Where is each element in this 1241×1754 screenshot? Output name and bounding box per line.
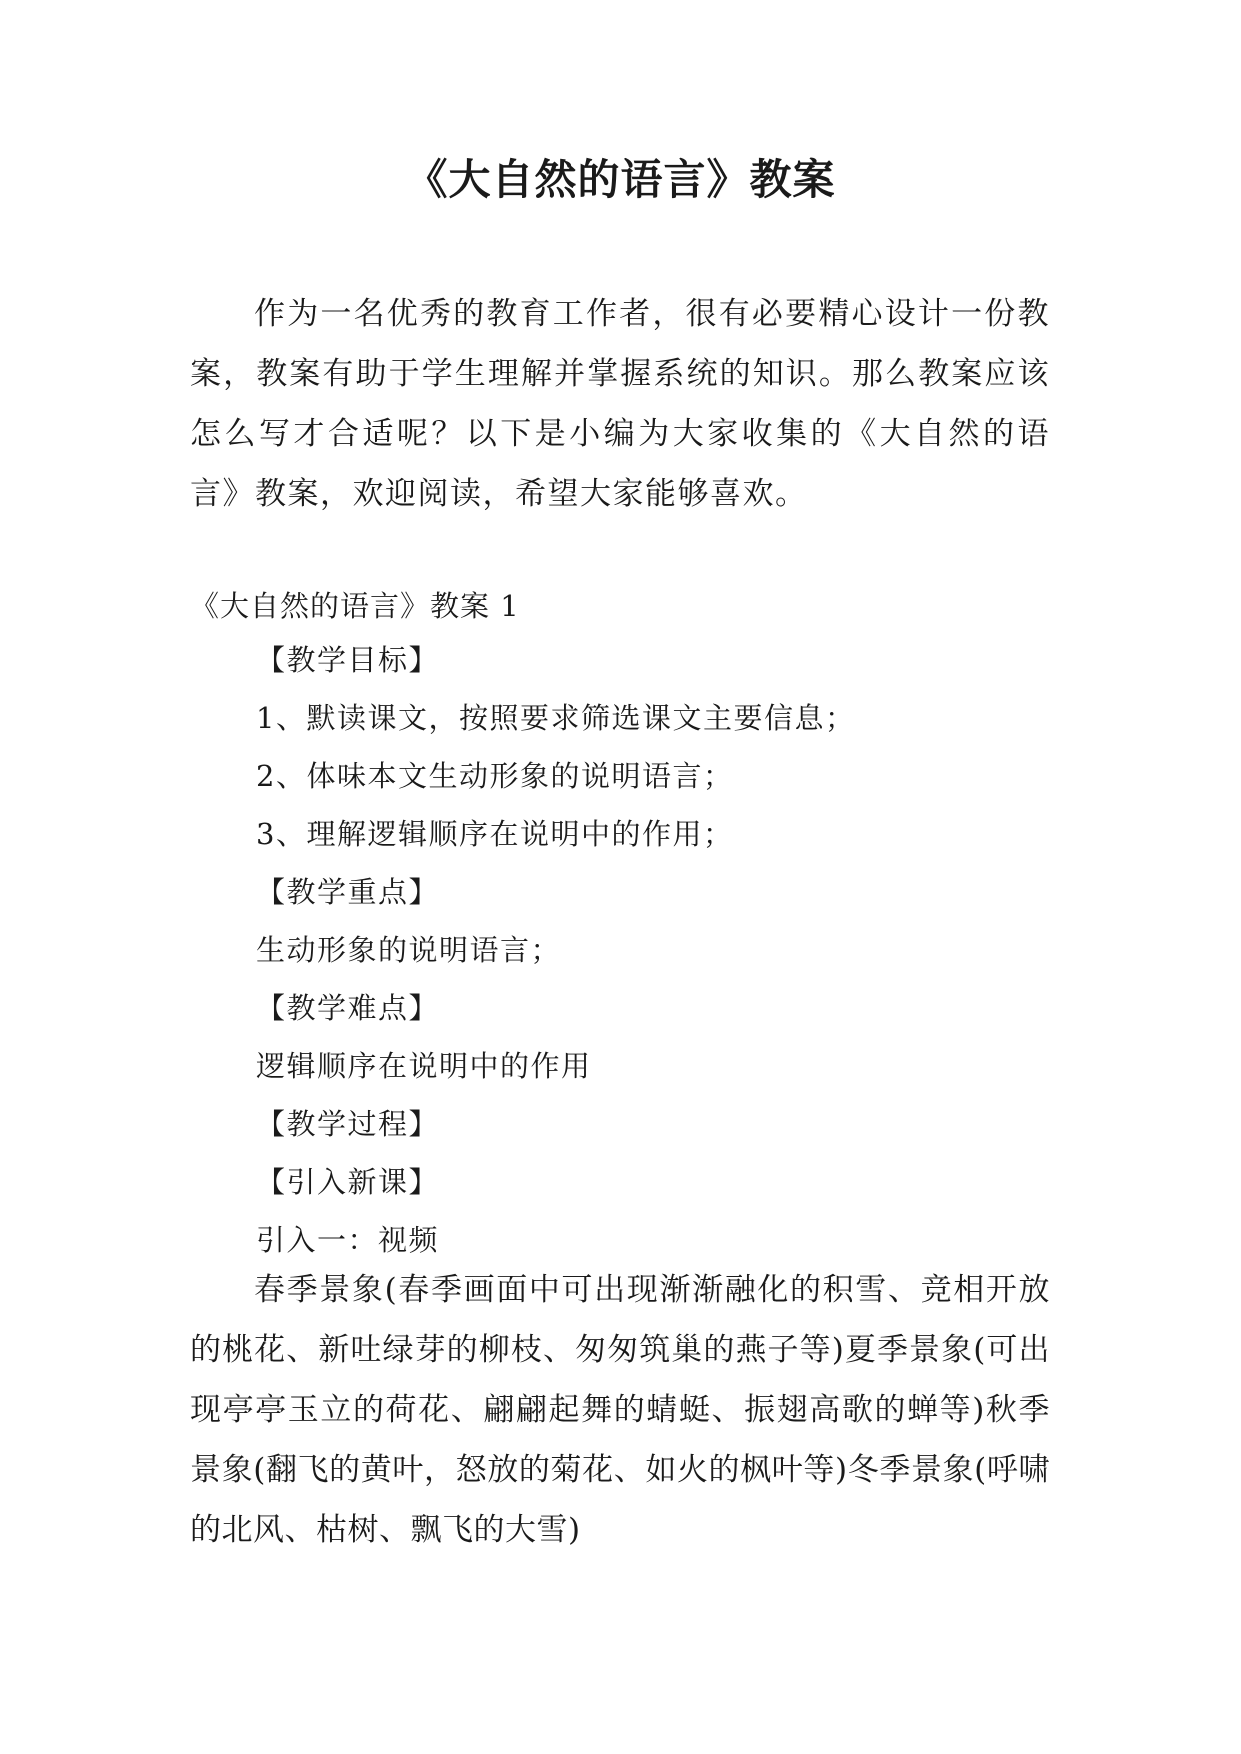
outline-line: 生动形象的说明语言； (256, 933, 562, 967)
document-title: 《大自然的语言》教案 (405, 155, 836, 204)
outline-line: 逻辑顺序在说明中的作用 (256, 1049, 592, 1083)
outline-line: 3、理解逻辑顺序在说明中的作用； (256, 817, 734, 851)
section-heading: 《大自然的语言》教案 1 (190, 589, 520, 623)
outline-line: 引入一：视频 (256, 1223, 440, 1257)
outline-line: 【引入新课】 (256, 1165, 440, 1199)
intro-paragraph: 作为一名优秀的教育工作者，很有必要精心设计一份教案，教案有助于学生理解并掌握系统的知识。那么教案应该怎么写才合适呢？以下是小编为大家收集的《大自然的语言》教案，欢迎阅读，希望大家能够喜欢。 (190, 296, 1050, 512)
outline-line: 【教学重点】 (256, 875, 440, 909)
lesson-outline (256, 638, 1056, 1276)
seasons-paragraph: 春季景象(春季画面中可出现渐渐融化的积雪、竞相开放的桃花、新吐绿芽的柳枝、匆匆筑巢的燕子等)夏季景象(可出现亭亭玉立的荷花、翩翩起舞的蜻蜓、振翅高歌的蝉等)秋季景象(翻飞的黄叶，怒放的菊花、如火的枫叶等)冬季景象(呼啸的北风、枯树、飘飞的大雪) (190, 1272, 1050, 1548)
outline-line: 2、体味本文生动形象的说明语言； (256, 759, 734, 793)
outline-line: 【教学目标】 (256, 643, 440, 677)
outline-line: 【教学过程】 (256, 1107, 440, 1141)
outline-line: 1、默读课文，按照要求筛选课文主要信息； (256, 701, 856, 735)
outline-line: 【教学难点】 (256, 991, 440, 1025)
